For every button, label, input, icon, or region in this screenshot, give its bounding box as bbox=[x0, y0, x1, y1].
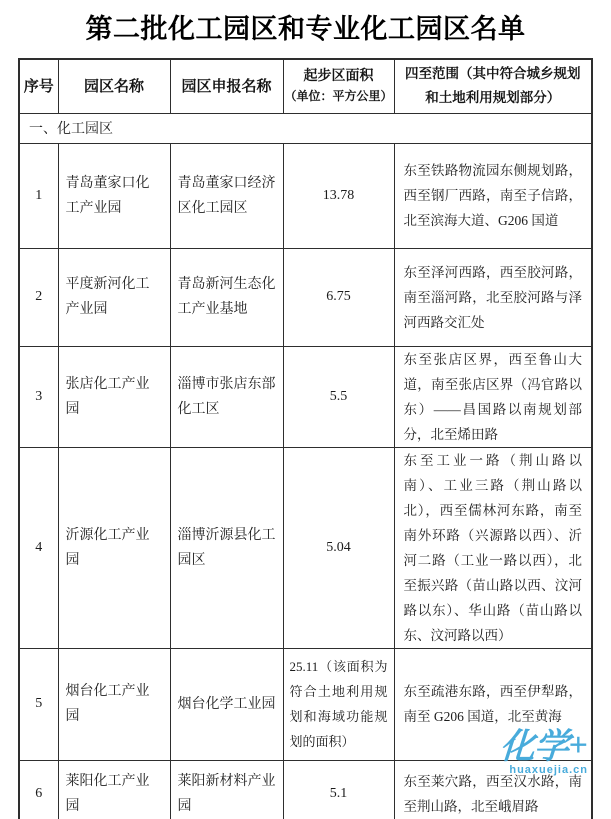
cell-no: 1 bbox=[19, 143, 58, 248]
cell-area: 5.1 bbox=[283, 760, 394, 819]
table-row bbox=[19, 143, 592, 248]
cell-park-name: 沂源化工产业园 bbox=[58, 447, 170, 648]
header-no: 序号 bbox=[19, 59, 58, 113]
watermark-logo bbox=[500, 729, 588, 764]
header-name: 园区名称 bbox=[58, 59, 170, 113]
header-area bbox=[283, 59, 394, 113]
cell-area: 5.04 bbox=[283, 447, 394, 648]
cell-declared-name: 淄博沂源县化工园区 bbox=[170, 447, 283, 648]
watermark bbox=[500, 729, 588, 776]
table-header-row bbox=[19, 59, 592, 113]
table-row bbox=[19, 248, 592, 346]
cell-park-name: 青岛董家口化工产业园 bbox=[58, 143, 170, 248]
watermark-domain: huaxuejia.cn bbox=[509, 764, 588, 776]
cell-declared-name: 莱阳新材料产业园 bbox=[170, 760, 283, 819]
plus-icon: + bbox=[568, 727, 588, 764]
header-area-line1: 起步区面积 bbox=[303, 67, 374, 84]
cell-no: 3 bbox=[19, 346, 58, 447]
cell-park-name: 莱阳化工产业园 bbox=[58, 760, 170, 819]
cell-no: 2 bbox=[19, 248, 58, 346]
cell-no: 6 bbox=[19, 760, 58, 819]
cell-declared-name: 青岛董家口经济区化工园区 bbox=[170, 143, 283, 248]
cell-boundary: 东至莱穴路，西至汉水路，南至荆山路，北至峨眉路 bbox=[394, 760, 592, 819]
cell-park-name: 平度新河化工产业园 bbox=[58, 248, 170, 346]
cell-park-name: 烟台化工产业园 bbox=[58, 648, 170, 760]
cell-boundary: 东至铁路物流园东侧规划路，西至钢厂西路，南至子信路，北至滨海大道、G206 国道 bbox=[394, 143, 592, 248]
cell-area: 25.11（该面积为符合土地利用规划和海域功能规划的面积） bbox=[283, 648, 394, 760]
table-row bbox=[19, 447, 592, 648]
cell-no: 4 bbox=[19, 447, 58, 648]
section-label: 一、化工园区 bbox=[19, 113, 592, 143]
cell-area: 5.5 bbox=[283, 346, 394, 447]
cell-declared-name: 烟台化学工业园 bbox=[170, 648, 283, 760]
cell-boundary: 东至疏港东路，西至伊犁路，南至 G206 国道，北至黄海 bbox=[394, 648, 592, 760]
cell-boundary: 东至工业一路（荆山路以南）、工业三路（荆山路以北），西至儒林河东路，南至南外环路（兴源路以西）、沂河二路（工业一路以西），北至振兴路（苗山路以西、汶河路以东）、华山路（苗山路以东、汶河路以西） bbox=[394, 447, 592, 648]
cell-declared-name: 淄博市张店东部化工区 bbox=[170, 346, 283, 447]
table-row bbox=[19, 346, 592, 447]
section-row bbox=[19, 113, 592, 143]
cell-declared-name: 青岛新河生态化工产业基地 bbox=[170, 248, 283, 346]
header-boundary: 四至范围（其中符合城乡规划和土地利用规划部分） bbox=[394, 59, 592, 113]
cell-boundary: 东至泽河西路，西至胶河路，南至淄河路，北至胶河路与泽河西路交汇处 bbox=[394, 248, 592, 346]
cell-boundary: 东至张店区界，西至鲁山大道，南至张店区界（冯官路以东）——昌国路以南规划部分，北至烯田路 bbox=[394, 346, 592, 447]
cell-park-name: 张店化工产业园 bbox=[58, 346, 170, 447]
cell-area: 13.78 bbox=[283, 143, 394, 248]
cell-area: 6.75 bbox=[283, 248, 394, 346]
page-title: 第二批化工园区和专业化工园区名单 bbox=[85, 14, 526, 44]
cell-no: 5 bbox=[19, 648, 58, 760]
header-declared: 园区申报名称 bbox=[170, 59, 283, 113]
huaxuejia-logo-icon: 化学 bbox=[498, 727, 569, 766]
header-area-line2: （单位：平方公里） bbox=[284, 89, 393, 104]
parks-table bbox=[18, 58, 593, 819]
